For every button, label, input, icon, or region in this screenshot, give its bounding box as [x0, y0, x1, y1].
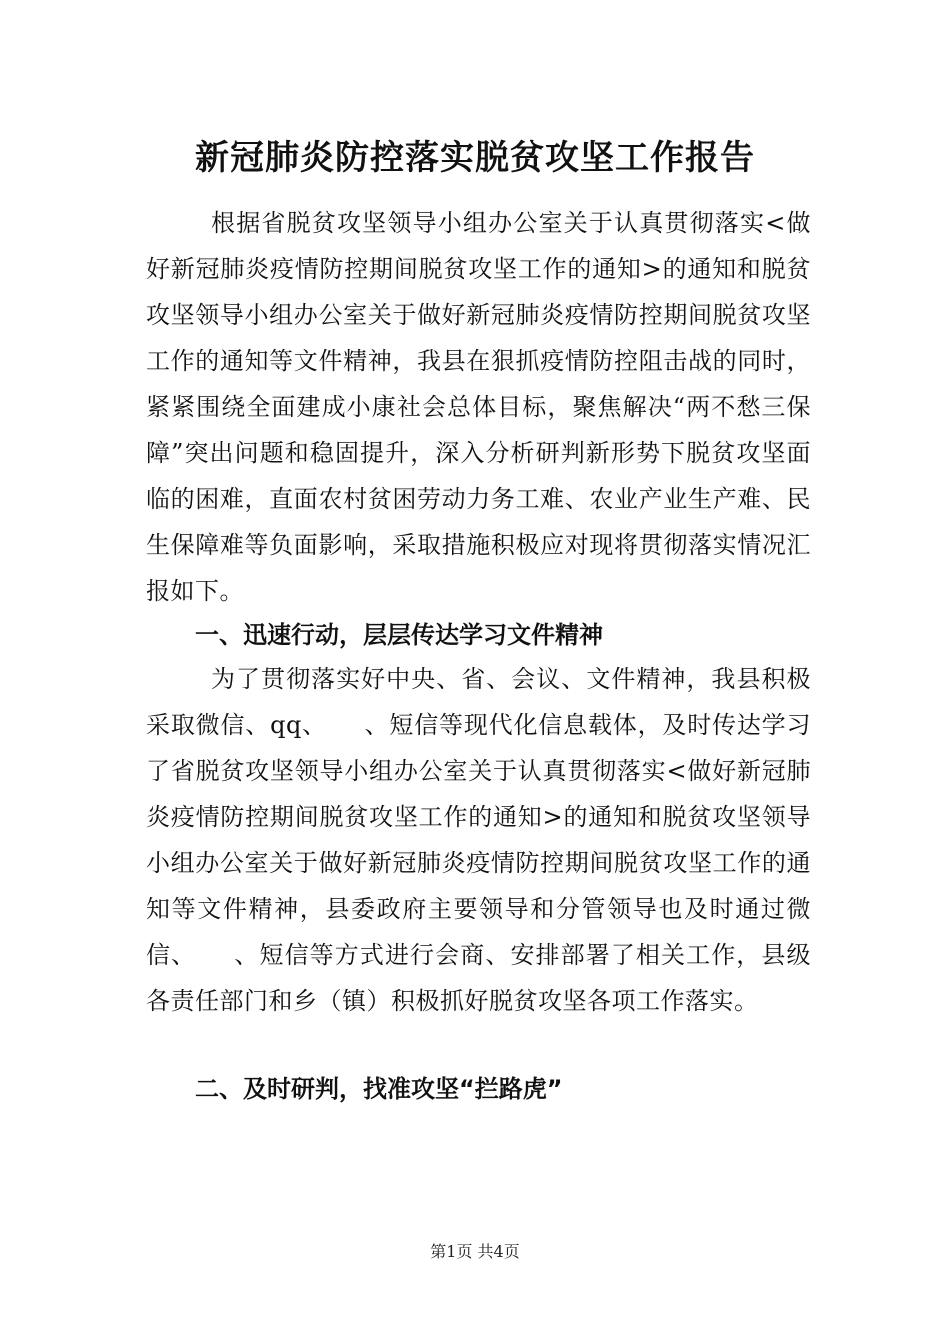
page-footer: 第1页 共4页	[430, 1242, 520, 1261]
section-heading-2: 二、及时研判，找准攻坚“拦路虎”	[195, 1075, 563, 1103]
document-title: 新冠肺炎防控落实脱贫攻坚工作报告	[195, 138, 755, 178]
paragraph-intro: 根据省脱贫攻坚领导小组办公室关于认真贯彻落实<做好新冠肺炎疫情防控期间脱贫攻坚工作的通知>的通知和脱贫攻坚领导小组办公室关于做好新冠肺炎疫情防控期间脱贫攻坚工作的通知等文件精神，我县在狠抓疫情防控阻击战的同时，紧紧围绕全面建成小康社会总体目标，聚焦解决“两不愁三保障”突出问题和稳固提升，深入分析研判新形势下脱贫攻坚面临的困难，直面农村贫困劳动力务工难、农业产业生产难、民生保障难等负面影响，采取措施积极应对现将贯彻落实情况汇报如下。	[146, 209, 811, 605]
section-heading-1: 一、迅速行动，层层传达学习文件精神	[195, 621, 603, 649]
paragraph-section-1: 为了贯彻落实好中央、省、会议、文件精神，我县积极采取微信、qq、 、短信等现代化信息载体，及时传达学习了省脱贫攻坚领导小组办公室关于认真贯彻落实<做好新冠肺炎疫情防控期间脱贫攻坚工作的通知>的通知和脱贫攻坚领导小组办公室关于做好新冠肺炎疫情防控期间脱贫攻坚工作的通知等文件精神，县委政府主要领导和分管领导也及时通过微信、 、短信等方式进行会商、安排部署了相关工作，县级各责任部门和乡（镇）积极抓好脱贫攻坚各项工作落实。	[146, 665, 811, 1015]
